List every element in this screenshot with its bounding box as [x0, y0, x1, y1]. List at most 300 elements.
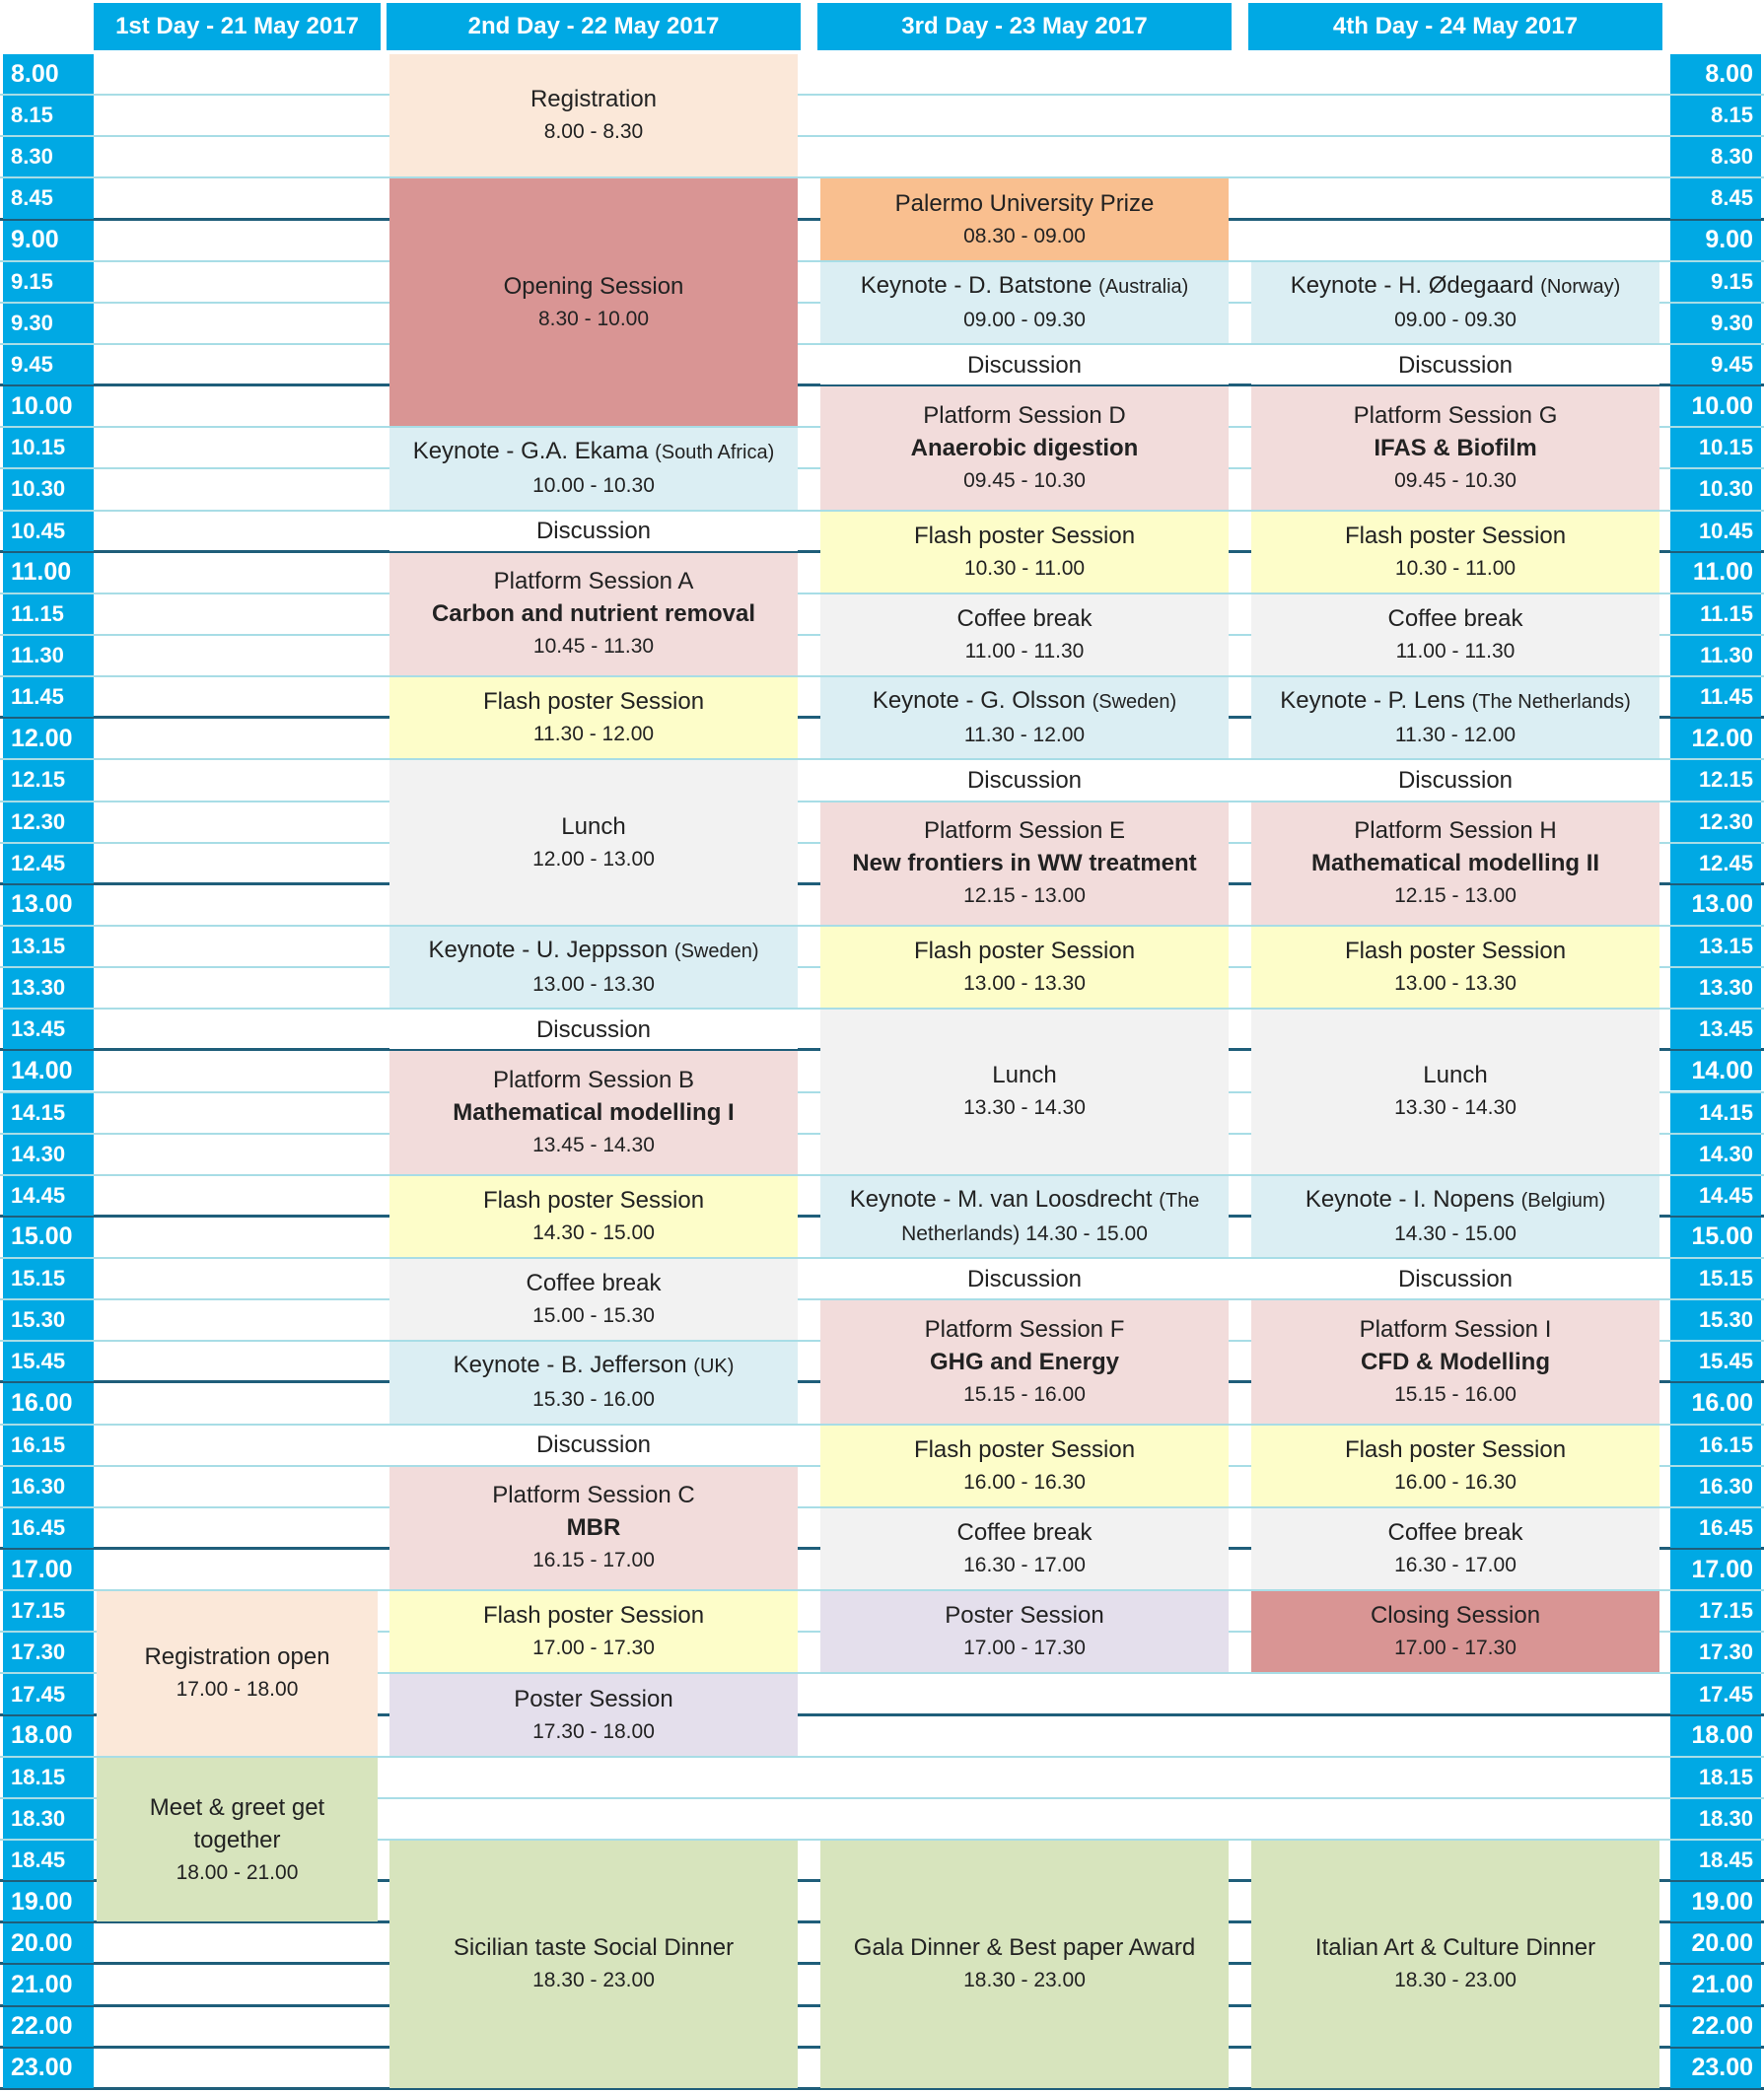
time-label-right: 12.30 — [1670, 802, 1761, 842]
event-title-line — [1371, 1599, 1540, 1632]
event-platform-session-e — [820, 802, 1229, 925]
event-coffee-break — [820, 1508, 1229, 1589]
time-label-right: 21.00 — [1670, 1965, 1761, 2004]
event-title: Lunch — [561, 812, 626, 840]
time-label-right: 9.00 — [1670, 221, 1761, 260]
event-lunch — [389, 760, 798, 925]
time-label-left: 16.30 — [3, 1467, 94, 1506]
event-title-line — [1354, 814, 1556, 847]
event-title-line — [1398, 349, 1513, 382]
event-keynote-g-olsson — [820, 677, 1229, 758]
event-title: Keynote - P. Lens — [1280, 687, 1472, 715]
time-label-left: 12.15 — [3, 760, 94, 800]
event-title: Platform Session G — [1353, 401, 1558, 429]
event-title-line — [1388, 1516, 1523, 1549]
time-label-left: 8.30 — [3, 137, 94, 176]
time-label-right: 8.00 — [1670, 54, 1761, 94]
time-label-left: 9.15 — [3, 262, 94, 302]
event-gala-dinner-best-paper-award — [820, 1841, 1229, 2088]
time-label-right: 14.15 — [1670, 1093, 1761, 1133]
event-subtitle: Mathematical modelling II — [1310, 850, 1600, 877]
event-coffee-break — [1251, 1508, 1659, 1589]
event-title-line — [992, 1059, 1056, 1091]
event-time: 17.00 - 18.00 — [176, 1678, 299, 1702]
event-time: 09.00 - 09.30 — [963, 308, 1086, 331]
event-flash-poster-session — [820, 512, 1229, 593]
event-title-line — [536, 1013, 651, 1046]
event-time: 10.00 - 10.30 — [532, 474, 655, 498]
event-title-line — [925, 1313, 1125, 1346]
event-title: Platform Session I — [1359, 1315, 1552, 1343]
event-title: Coffee break — [956, 1519, 1093, 1547]
time-label-right: 17.15 — [1670, 1591, 1761, 1631]
event-time: 16.30 - 17.00 — [963, 1554, 1086, 1577]
event-subtitle: New frontiers in WW treatment — [852, 850, 1197, 877]
event-time: 18.00 - 21.00 — [176, 1860, 299, 1884]
time-label-left: 11.15 — [3, 594, 94, 634]
time-label-left: 8.15 — [3, 96, 94, 135]
time-label-left: 13.00 — [3, 885, 94, 925]
event-discussion — [1251, 345, 1659, 384]
time-label-right: 14.00 — [1670, 1051, 1761, 1090]
event-meet-greet-get — [97, 1758, 378, 1922]
event-title-line — [1354, 399, 1558, 432]
event-title: Discussion — [1397, 1265, 1514, 1292]
event-affiliation: (The Netherlands) — [1471, 691, 1631, 714]
event-title: Flash poster Session — [482, 1602, 705, 1630]
time-label-right: 14.30 — [1670, 1135, 1761, 1174]
event-title: Coffee break — [956, 604, 1093, 632]
event-platform-session-g — [1251, 386, 1659, 509]
time-label-right: 23.00 — [1670, 2049, 1761, 2088]
event-discussion — [820, 1259, 1229, 1298]
event-coffee-break — [1251, 594, 1659, 675]
time-label-left: 13.15 — [3, 927, 94, 966]
event-subtitle: CFD & Modelling — [1361, 1348, 1550, 1375]
event-time: 16.00 - 16.30 — [963, 1470, 1086, 1494]
event-title: Lunch — [1423, 1062, 1488, 1089]
event-title-line — [504, 270, 684, 303]
event-discussion — [389, 1010, 798, 1049]
event-title: Platform Session H — [1354, 817, 1557, 845]
time-label-left: 8.45 — [3, 178, 94, 218]
time-label-right: 17.30 — [1670, 1633, 1761, 1672]
event-time: 10.30 - 11.00 — [963, 556, 1086, 580]
event-time: 13.00 - 13.30 — [532, 973, 655, 997]
event-title: Registration open — [144, 1643, 330, 1671]
event-title: Keynote - U. Jeppsson — [428, 937, 674, 964]
time-label-left: 19.00 — [3, 1882, 94, 1921]
event-title: Discussion — [966, 1265, 1083, 1292]
event-title-line — [1360, 1313, 1552, 1346]
event-title: Poster Session — [514, 1685, 673, 1712]
event-title-line — [967, 1263, 1082, 1295]
time-label-right: 9.30 — [1670, 304, 1761, 343]
event-title: Opening Session — [503, 272, 684, 300]
event-title-line — [561, 810, 625, 843]
time-label-left: 18.00 — [3, 1716, 94, 1756]
event-title: Keynote - D. Batstone — [860, 271, 1099, 299]
event-title: Registration — [529, 86, 658, 113]
event-discussion — [1251, 760, 1659, 800]
time-label-left: 9.30 — [3, 304, 94, 343]
event-subtitle: Mathematical modelling I — [453, 1099, 735, 1127]
time-label-right: 17.00 — [1670, 1550, 1761, 1589]
time-label-right: 17.45 — [1670, 1674, 1761, 1713]
time-label-right: 16.15 — [1670, 1426, 1761, 1465]
time-label-right: 15.45 — [1670, 1342, 1761, 1381]
event-title: Discussion — [966, 351, 1083, 379]
day-header-1: 1st Day - 21 May 2017 — [94, 3, 381, 50]
event-title-line — [914, 935, 1135, 967]
event-title: Keynote - M. van Loosdrecht — [849, 1185, 1160, 1213]
event-title-line — [514, 1683, 672, 1715]
event-palermo-university-prize — [820, 178, 1229, 259]
time-label-left: 21.00 — [3, 1965, 94, 2004]
event-title-line — [895, 187, 1155, 220]
event-time: 18.30 - 23.00 — [1394, 1969, 1517, 1992]
event-time: Netherlands) 14.30 - 15.00 — [901, 1221, 1148, 1245]
event-title-line — [536, 515, 651, 547]
time-label-right: 20.00 — [1670, 1923, 1761, 1963]
event-discussion — [389, 512, 798, 551]
event-title: Platform Session E — [923, 817, 1126, 845]
event-title: Flash poster Session — [1344, 522, 1567, 549]
event-title-line — [454, 1349, 735, 1383]
time-label-right: 18.45 — [1670, 1841, 1761, 1880]
event-affiliation: (Sweden) — [1092, 691, 1177, 714]
time-label-left: 14.15 — [3, 1093, 94, 1133]
event-time: 09.00 - 09.30 — [1394, 308, 1517, 331]
event-time: 17.00 - 17.30 — [963, 1637, 1086, 1660]
time-label-right: 18.15 — [1670, 1758, 1761, 1797]
time-label-left: 23.00 — [3, 2049, 94, 2088]
event-title-line — [483, 1184, 704, 1217]
time-label-right: 12.45 — [1670, 844, 1761, 883]
time-label-left: 9.45 — [3, 345, 94, 384]
event-opening-session — [389, 178, 798, 426]
time-label-right: 22.00 — [1670, 2007, 1761, 2047]
event-title-line — [923, 399, 1125, 432]
event-time: 13.45 - 14.30 — [532, 1134, 655, 1157]
event-time: 17.00 - 17.30 — [1394, 1637, 1517, 1660]
time-label-left: 9.00 — [3, 221, 94, 260]
event-title: Keynote - G.A. Ekama — [412, 438, 656, 465]
event-title: Platform Session F — [924, 1315, 1125, 1343]
event-affiliation: (Norway) — [1540, 275, 1621, 298]
event-flash-poster-session — [1251, 512, 1659, 593]
event-time: 18.30 - 23.00 — [963, 1969, 1086, 1992]
event-title-line — [483, 685, 704, 718]
event-title-line — [914, 520, 1135, 552]
event-time: 15.15 - 16.00 — [1394, 1382, 1517, 1406]
day-header-2: 2nd Day - 22 May 2017 — [387, 3, 801, 50]
time-label-left: 11.00 — [3, 553, 94, 593]
event-platform-session-i — [1251, 1300, 1659, 1423]
time-label-right: 13.45 — [1670, 1010, 1761, 1049]
event-title-line — [1345, 935, 1566, 967]
time-label-right: 13.00 — [1670, 885, 1761, 925]
time-label-right: 10.00 — [1670, 386, 1761, 426]
time-label-left: 13.45 — [3, 1010, 94, 1049]
time-label-right: 12.00 — [1670, 719, 1761, 758]
event-time: 09.45 - 10.30 — [1394, 468, 1517, 492]
event-platform-session-f — [820, 1300, 1229, 1423]
event-italian-art-culture-dinner — [1251, 1841, 1659, 2088]
event-title: Meet & greet get — [149, 1793, 325, 1821]
event-title-line — [1345, 1433, 1566, 1466]
event-title: Keynote - I. Nopens — [1305, 1185, 1521, 1213]
time-label-left: 18.15 — [3, 1758, 94, 1797]
time-label-right: 10.15 — [1670, 428, 1761, 467]
event-time: 14.30 - 15.00 — [532, 1221, 655, 1244]
event-platform-session-h — [1251, 802, 1659, 925]
event-time: 10.45 - 11.30 — [532, 635, 655, 659]
event-title-line — [527, 1267, 662, 1299]
event-title: Discussion — [966, 766, 1083, 794]
event-title: Flash poster Session — [913, 1435, 1136, 1463]
time-label-left: 10.45 — [3, 512, 94, 551]
event-time: 12.15 - 13.00 — [1394, 884, 1517, 908]
time-label-right: 15.15 — [1670, 1259, 1761, 1298]
event-title: Coffee break — [1387, 604, 1523, 632]
event-title-line — [861, 269, 1189, 304]
event-title-line — [1398, 764, 1513, 797]
time-label-left: 14.30 — [3, 1135, 94, 1174]
event-time: 13.30 - 14.30 — [1394, 1096, 1517, 1120]
event-subtitle: Anaerobic digestion — [910, 434, 1139, 461]
event-keynote-m-van-loosdrecht — [820, 1176, 1229, 1257]
event-title-line — [483, 1599, 704, 1632]
event-time: 17.00 - 17.30 — [532, 1637, 655, 1660]
time-label-left: 16.15 — [3, 1426, 94, 1465]
time-label-right: 16.00 — [1670, 1383, 1761, 1423]
time-label-left: 10.15 — [3, 428, 94, 467]
event-platform-session-d — [820, 386, 1229, 509]
event-title: Poster Session — [945, 1602, 1104, 1630]
event-lunch — [820, 1010, 1229, 1174]
time-label-right: 19.00 — [1670, 1882, 1761, 1921]
event-time: 12.00 - 13.00 — [532, 847, 655, 871]
event-title: Keynote - G. Olsson — [872, 687, 1093, 715]
event-title-line — [536, 1429, 651, 1461]
event-title-line — [924, 814, 1125, 847]
time-label-left: 15.45 — [3, 1342, 94, 1381]
event-coffee-break — [820, 594, 1229, 675]
event-time: 13.00 - 13.30 — [1394, 972, 1517, 996]
event-closing-session — [1251, 1591, 1659, 1672]
event-flash-poster-session — [389, 1591, 798, 1672]
event-title: Platform Session C — [492, 1482, 695, 1509]
time-label-right: 8.15 — [1670, 96, 1761, 135]
event-title-line — [967, 764, 1082, 797]
event-keynote-i-nopens — [1251, 1176, 1659, 1257]
event-discussion — [820, 760, 1229, 800]
event-affiliation: (The — [1159, 1189, 1200, 1212]
event-flash-poster-session — [820, 1426, 1229, 1506]
event-title: Discussion — [535, 518, 652, 545]
event-time: 08.30 - 09.00 — [963, 224, 1086, 247]
event-title: Flash poster Session — [1344, 1435, 1567, 1463]
event-discussion — [820, 345, 1229, 384]
time-label-left: 17.45 — [3, 1674, 94, 1713]
event-time: 17.30 - 18.00 — [532, 1719, 655, 1743]
time-label-left: 11.45 — [3, 677, 94, 717]
event-sicilian-taste-social-dinner — [389, 1841, 798, 2088]
time-label-right: 9.45 — [1670, 345, 1761, 384]
event-flash-poster-session — [1251, 927, 1659, 1008]
event-platform-session-a — [389, 553, 798, 675]
event-keynote-g-a-ekama — [389, 428, 798, 509]
event-flash-poster-session — [389, 677, 798, 758]
time-label-right: 15.00 — [1670, 1218, 1761, 1257]
event-title-line — [1291, 269, 1621, 304]
time-label-right: 10.45 — [1670, 512, 1761, 551]
day-header-4: 4th Day - 24 May 2017 — [1248, 3, 1662, 50]
event-poster-session — [820, 1591, 1229, 1672]
time-label-left: 17.15 — [3, 1591, 94, 1631]
event-time: 8.00 - 8.30 — [543, 120, 644, 144]
event-time: 8.30 - 10.00 — [537, 307, 650, 330]
time-label-right: 16.30 — [1670, 1467, 1761, 1506]
time-label-left: 16.45 — [3, 1508, 94, 1548]
event-title-line — [945, 1599, 1103, 1632]
time-label-left: 20.00 — [3, 1923, 94, 1963]
time-label-left: 15.30 — [3, 1300, 94, 1340]
event-affiliation: (South Africa) — [655, 442, 775, 464]
event-flash-poster-session — [1251, 1426, 1659, 1506]
event-title-line — [1315, 1931, 1595, 1964]
time-label-right: 11.30 — [1670, 636, 1761, 675]
event-title-line — [1388, 602, 1523, 635]
event-time: 15.00 - 15.30 — [532, 1304, 655, 1328]
event-title-line — [493, 1064, 694, 1096]
time-label-left: 10.00 — [3, 386, 94, 426]
time-label-left: 18.30 — [3, 1799, 94, 1839]
event-title: Discussion — [1397, 766, 1514, 794]
event-title: Closing Session — [1370, 1602, 1541, 1630]
event-title-line — [428, 934, 758, 968]
event-title: Coffee break — [1387, 1519, 1523, 1547]
event-title: Coffee break — [526, 1270, 662, 1297]
event-subtitle: GHG and Energy — [929, 1348, 1120, 1375]
event-title-line — [144, 1640, 329, 1673]
event-title-line — [1305, 1183, 1605, 1218]
event-title: Discussion — [535, 1015, 652, 1043]
event-affiliation: (UK) — [693, 1356, 735, 1378]
time-label-left: 13.30 — [3, 968, 94, 1008]
event-title-continued: together — [193, 1826, 281, 1853]
event-flash-poster-session — [820, 927, 1229, 1008]
event-platform-session-c — [389, 1467, 798, 1589]
event-title: Flash poster Session — [482, 1186, 705, 1214]
time-label-left: 12.00 — [3, 719, 94, 758]
time-label-left: 16.00 — [3, 1383, 94, 1423]
time-label-left: 10.30 — [3, 469, 94, 509]
event-title-line — [492, 1479, 694, 1511]
event-time: 09.45 - 10.30 — [963, 468, 1086, 492]
time-label-left: 12.45 — [3, 844, 94, 883]
event-time: 15.30 - 16.00 — [532, 1388, 655, 1412]
event-title-line — [854, 1931, 1195, 1964]
event-coffee-break — [389, 1259, 798, 1340]
event-title-line — [1423, 1059, 1487, 1091]
time-label-right: 8.45 — [1670, 178, 1761, 218]
event-keynote-h-degaard — [1251, 262, 1659, 343]
time-label-right: 11.45 — [1670, 677, 1761, 717]
event-title: Palermo University Prize — [894, 189, 1155, 217]
event-keynote-d-batstone — [820, 262, 1229, 343]
event-title: Italian Art & Culture Dinner — [1314, 1934, 1596, 1962]
event-title: Platform Session A — [493, 568, 694, 595]
event-flash-poster-session — [389, 1176, 798, 1257]
time-label-right: 15.30 — [1670, 1300, 1761, 1340]
time-label-right: 8.30 — [1670, 137, 1761, 176]
event-time: 14.30 - 15.00 — [1394, 1221, 1517, 1245]
event-poster-session — [389, 1674, 798, 1755]
time-label-left: 14.00 — [3, 1051, 94, 1090]
event-time: 16.15 - 17.00 — [532, 1549, 655, 1572]
event-title-line — [413, 435, 775, 469]
event-affiliation: (Australia) — [1098, 275, 1189, 298]
event-affiliation: (Sweden) — [673, 941, 759, 963]
event-discussion — [1251, 1259, 1659, 1298]
time-label-left: 18.45 — [3, 1841, 94, 1880]
time-label-right: 16.45 — [1670, 1508, 1761, 1548]
event-title-line — [957, 602, 1093, 635]
event-title: Platform Session B — [492, 1067, 695, 1094]
event-title-line — [914, 1433, 1135, 1466]
time-label-right: 18.00 — [1670, 1716, 1761, 1756]
event-title: Gala Dinner & Best paper Award — [853, 1934, 1196, 1962]
time-label-left: 15.00 — [3, 1218, 94, 1257]
event-affiliation: (Belgium) — [1520, 1189, 1606, 1212]
event-title: Lunch — [992, 1062, 1057, 1089]
quarter-divider — [0, 94, 1764, 96]
event-time: 11.30 - 12.00 — [963, 724, 1086, 747]
event-title: Flash poster Session — [482, 688, 705, 716]
event-keynote-p-lens — [1251, 677, 1659, 758]
event-time: 16.30 - 17.00 — [1394, 1554, 1517, 1577]
time-label-right: 11.00 — [1670, 553, 1761, 593]
event-registration — [389, 54, 798, 176]
time-label-left: 17.00 — [3, 1550, 94, 1589]
time-label-right: 13.15 — [1670, 927, 1761, 966]
event-lunch — [1251, 1010, 1659, 1174]
event-time: 11.30 - 12.00 — [532, 723, 655, 746]
time-label-right: 12.15 — [1670, 760, 1761, 800]
event-time: 11.30 - 12.00 — [1394, 724, 1517, 747]
event-title: Flash poster Session — [913, 938, 1136, 965]
event-title-line — [494, 565, 694, 597]
time-label-left: 8.00 — [3, 54, 94, 94]
day-header-3: 3rd Day - 23 May 2017 — [817, 3, 1232, 50]
time-label-right: 11.15 — [1670, 594, 1761, 634]
event-registration-open — [97, 1591, 378, 1756]
event-time: 11.00 - 11.30 — [1395, 639, 1516, 663]
time-label-right: 9.15 — [1670, 262, 1761, 302]
event-time: 11.00 - 11.30 — [964, 639, 1085, 663]
event-platform-session-b — [389, 1051, 798, 1173]
event-title: Flash poster Session — [913, 522, 1136, 549]
time-label-right: 13.30 — [1670, 968, 1761, 1008]
event-time: 13.00 - 13.30 — [963, 972, 1086, 996]
time-label-left: 17.30 — [3, 1633, 94, 1672]
event-keynote-b-jefferson — [389, 1342, 798, 1423]
time-label-left: 11.30 — [3, 636, 94, 675]
event-title-line — [1398, 1263, 1513, 1295]
event-time: 16.00 - 16.30 — [1394, 1470, 1517, 1494]
